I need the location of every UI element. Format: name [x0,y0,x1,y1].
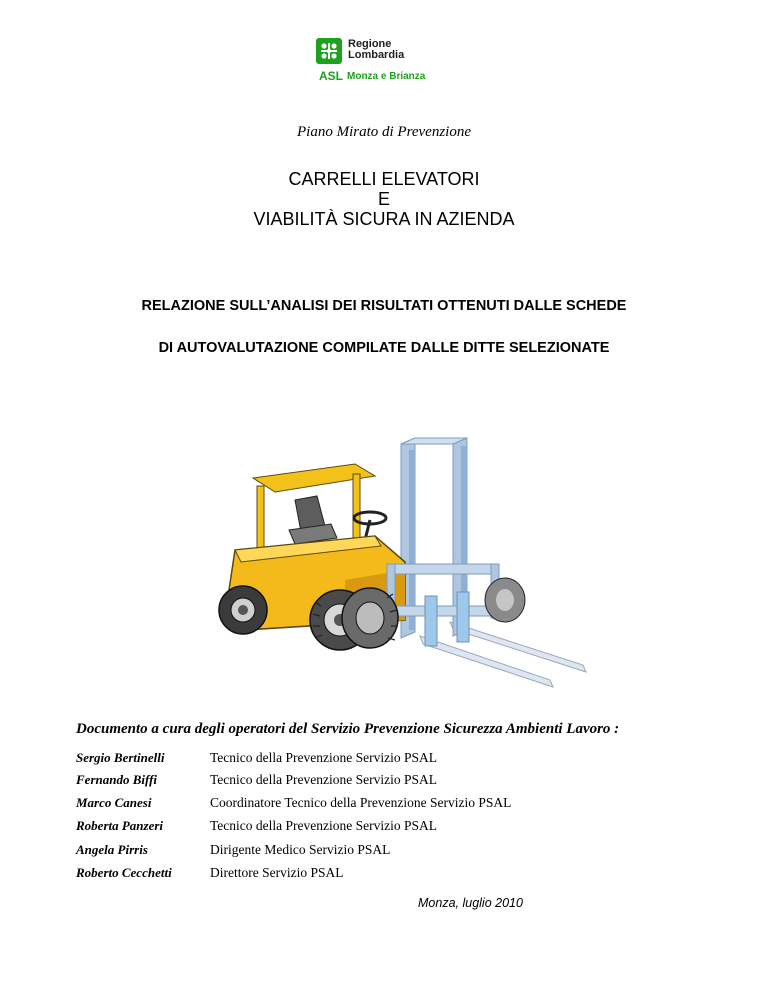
document-date: Monza, luglio 2010 [418,896,523,910]
author-role: Tecnico della Prevenzione Servizio PSAL [210,818,437,833]
logo-region-line1: Regione [348,38,392,50]
author-name: Roberto Cecchetti [76,865,172,880]
title-line-3: VIABILITÀ SICURA IN AZIENDA [253,209,515,229]
author-name: Marco Canesi [76,795,152,810]
author-role: Coordinatore Tecnico della Prevenzione Servizio PSAL [210,795,512,810]
subtitle-line-1: RELAZIONE SULL’ANALISI DEI RISULTATI OTTENUTI DALLE SCHEDE [141,298,627,314]
subtitle-line-2: DI AUTOVALUTAZIONE COMPILATE DALLE DITTE SELEZIONATE [158,340,610,356]
author-name: Angela Pirris [76,842,148,857]
title-line-1: CARRELLI ELEVATORI [288,169,480,189]
logo-asl-area: Monza e Brianza [347,71,426,82]
forklift-icon [205,430,590,700]
regione-lombardia-logo-icon [316,38,342,64]
logo-asl: ASL [319,69,343,83]
author-role: Tecnico della Prevenzione Servizio PSAL [210,750,437,765]
author-role: Direttore Servizio PSAL [210,865,344,880]
author-name: Fernando Biffi [76,772,158,787]
author-name: Sergio Bertinelli [76,750,165,765]
plan-label: Piano Mirato di Prevenzione [297,124,471,140]
author-name: Roberta Panzeri [76,818,164,833]
author-role: Tecnico della Prevenzione Servizio PSAL [210,772,437,787]
authors-intro: Documento a cura degli operatori del Servizio Prevenzione Sicurezza Ambienti Lavoro : [76,721,620,737]
author-role: Dirigente Medico Servizio PSAL [210,842,391,857]
asl-logo [316,36,456,84]
title-line-2: E [377,189,390,209]
logo-region-line2: Lombardia [348,49,405,61]
